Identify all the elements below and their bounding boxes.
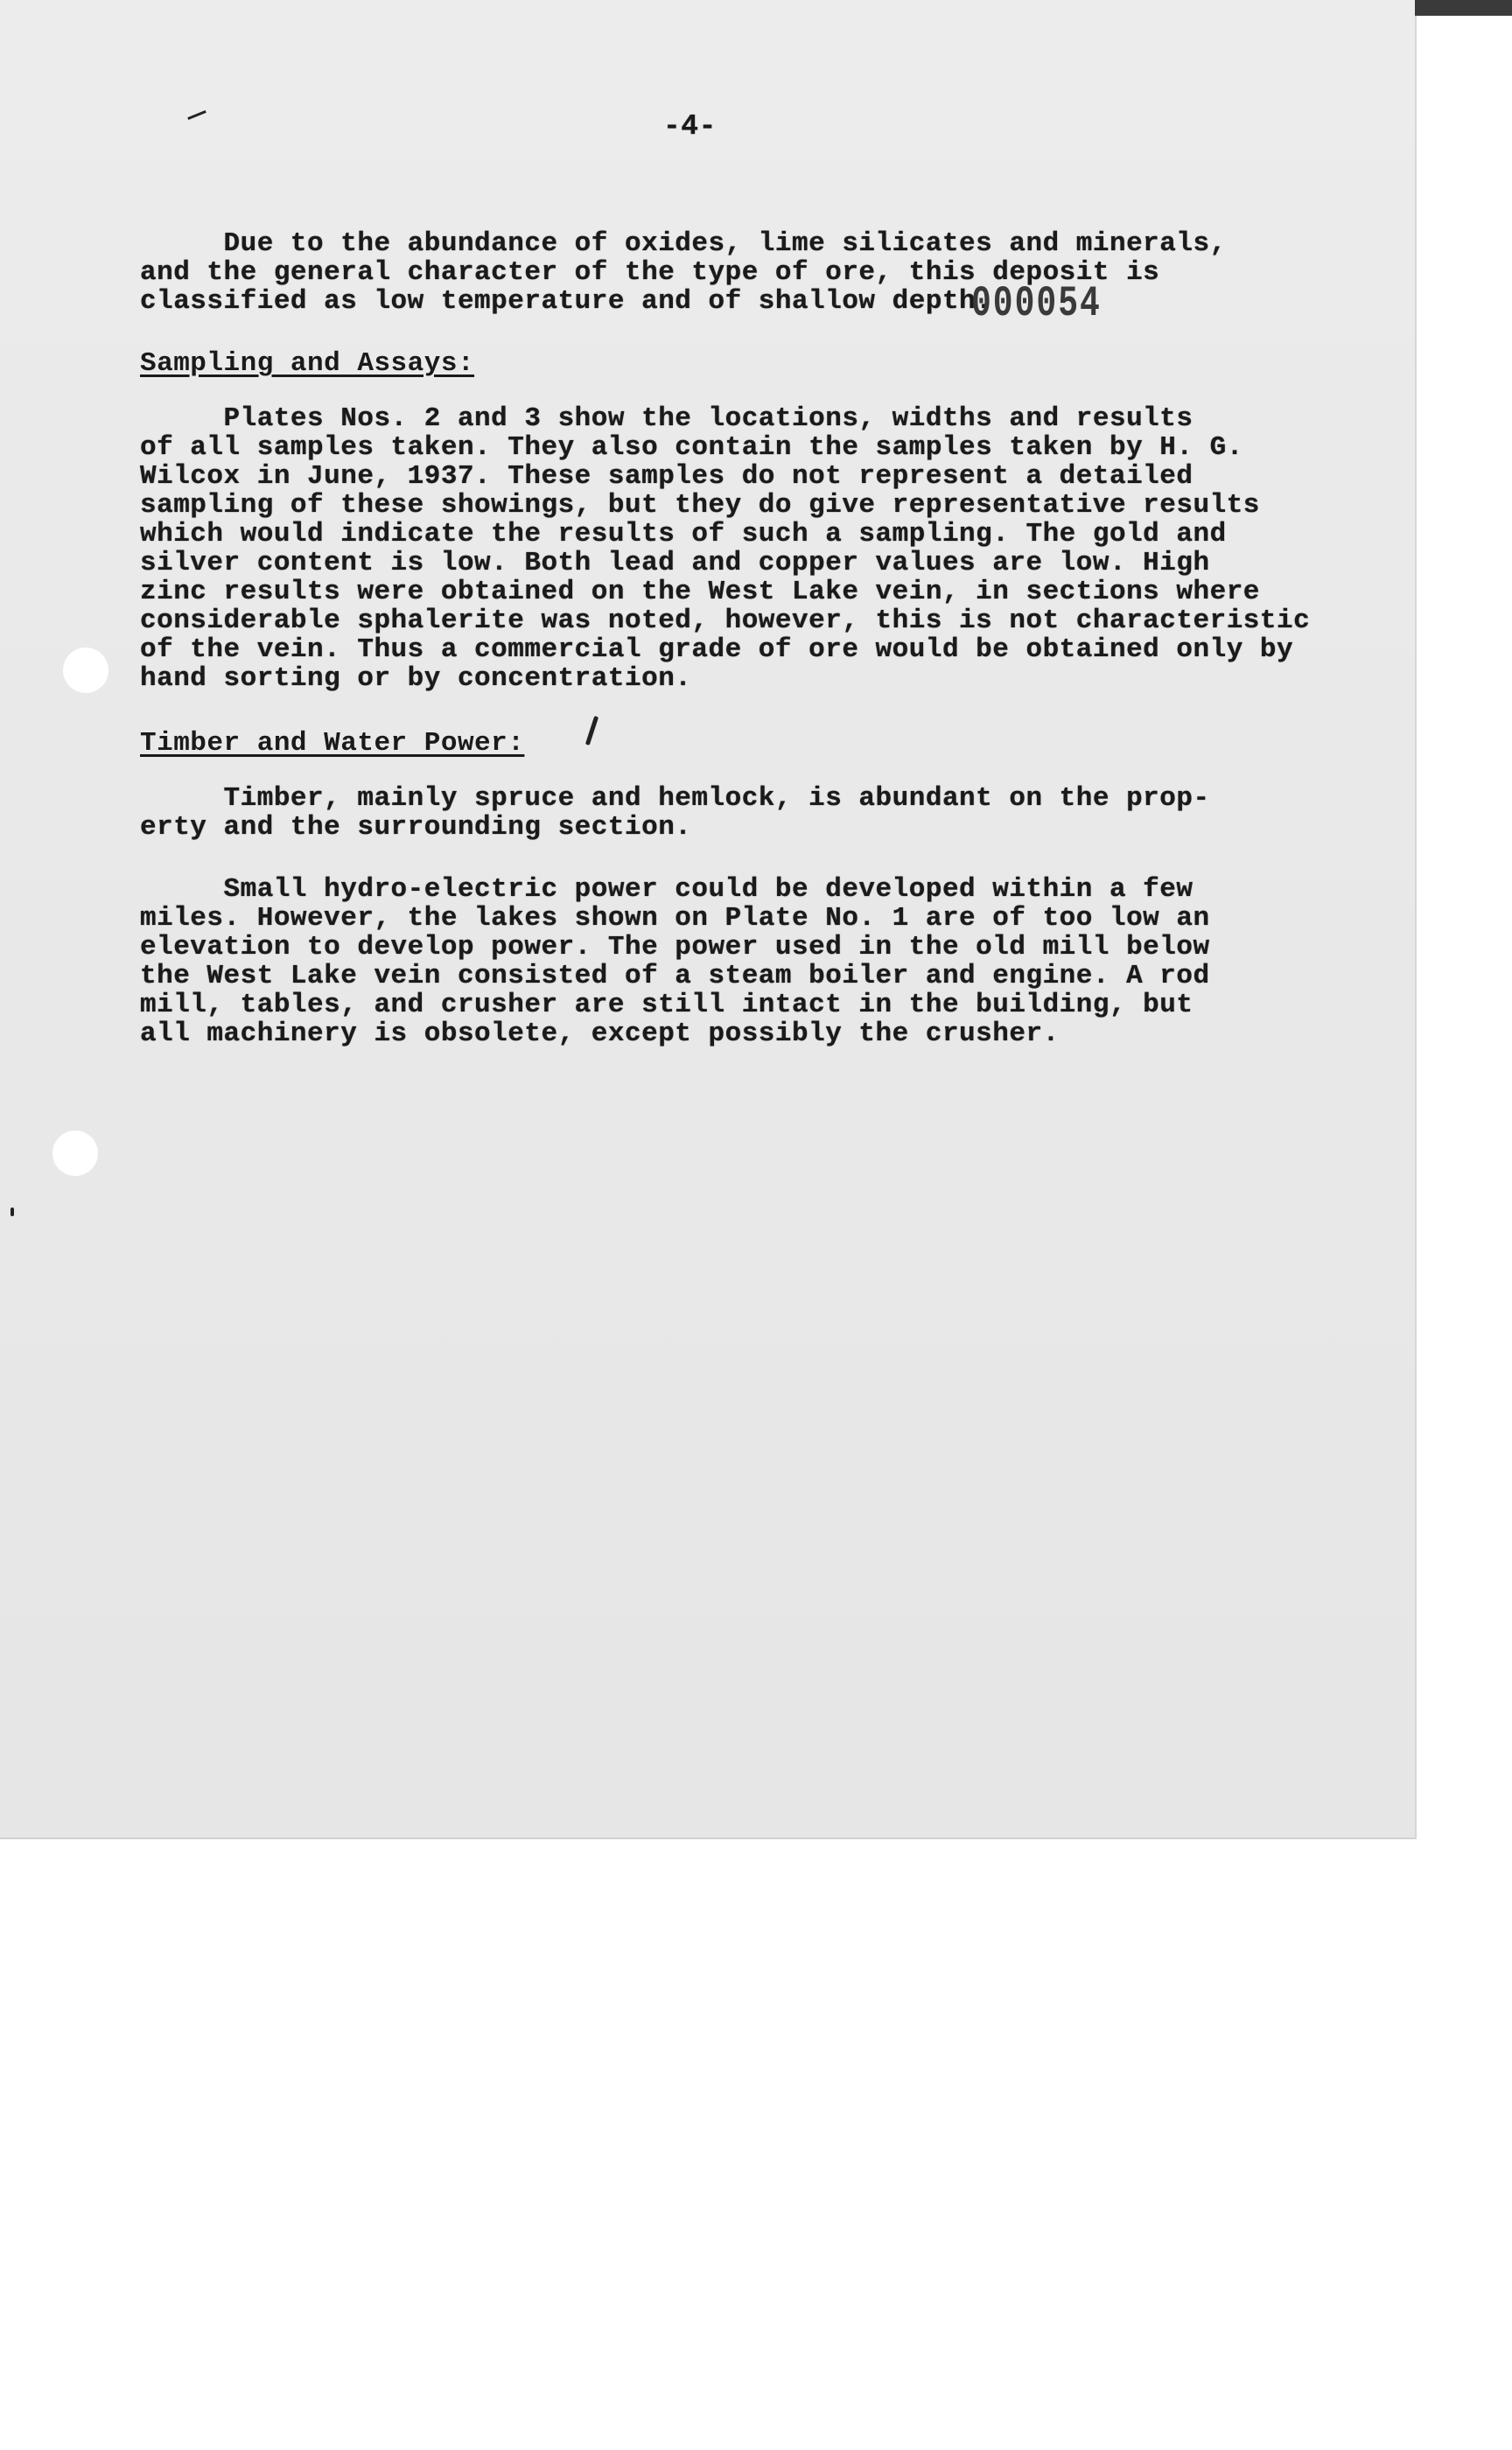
- ink-speck: [10, 1208, 14, 1216]
- text-line: zinc results were obtained on the West Lake vein, in sections where: [140, 577, 1260, 607]
- text-line: elevation to develop power. The power used in the old mill below: [140, 932, 1210, 962]
- page-number: -4-: [663, 110, 717, 143]
- text-line: Plates Nos. 2 and 3 show the locations, widths and results: [140, 403, 1194, 434]
- text-line: which would indicate the results of such a sampling. The gold and: [140, 519, 1227, 550]
- text-line: the West Lake vein consisted of a steam boiler and engine. A rod: [140, 961, 1210, 991]
- sampling-heading: Sampling and Assays:: [140, 348, 475, 379]
- scanner-edge: [1415, 0, 1512, 16]
- document-stamp-number: 000054: [971, 279, 1102, 329]
- text-line: sampling of these showings, but they do give representative results: [140, 490, 1260, 521]
- text-line: of all samples taken. They also contain the samples taken by H. G.: [140, 432, 1243, 463]
- text-line: of the vein. Thus a commercial grade of ore would be obtained only by: [140, 634, 1294, 665]
- text-line: Due to the abundance of oxides, lime silicates and minerals,: [140, 228, 1227, 259]
- text-line: all machinery is obsolete, except possibly the crusher.: [140, 1018, 1060, 1049]
- sampling-paragraph: [140, 404, 1310, 693]
- text-line: erty and the surrounding section.: [140, 812, 692, 843]
- text-line: miles. However, the lakes shown on Plate No. 1 are of too low an: [140, 903, 1210, 934]
- timber-paragraph: [140, 784, 1210, 842]
- text-line: silver content is low. Both lead and copper values are low. High: [140, 548, 1210, 578]
- text-line: mill, tables, and crusher are still intact in the building, but: [140, 990, 1194, 1020]
- water-power-paragraph: [140, 875, 1210, 1048]
- text-line: classified as low temperature and of shallow depth.: [140, 286, 993, 317]
- text-line: Wilcox in June, 1937. These samples do not represent a detailed: [140, 461, 1194, 492]
- text-line: hand sorting or by concentration.: [140, 663, 692, 694]
- text-line: Timber, mainly spruce and hemlock, is abundant on the prop-: [140, 783, 1210, 814]
- punch-hole: [52, 1130, 98, 1176]
- timber-heading: Timber and Water Power:: [140, 728, 525, 759]
- text-line: and the general character of the type of ore, this deposit is: [140, 257, 1160, 288]
- text-line: Small hydro-electric power could be developed within a few: [140, 874, 1194, 905]
- text-line: considerable sphalerite was noted, however, this is not characteristic: [140, 606, 1311, 636]
- punch-hole: [63, 648, 108, 693]
